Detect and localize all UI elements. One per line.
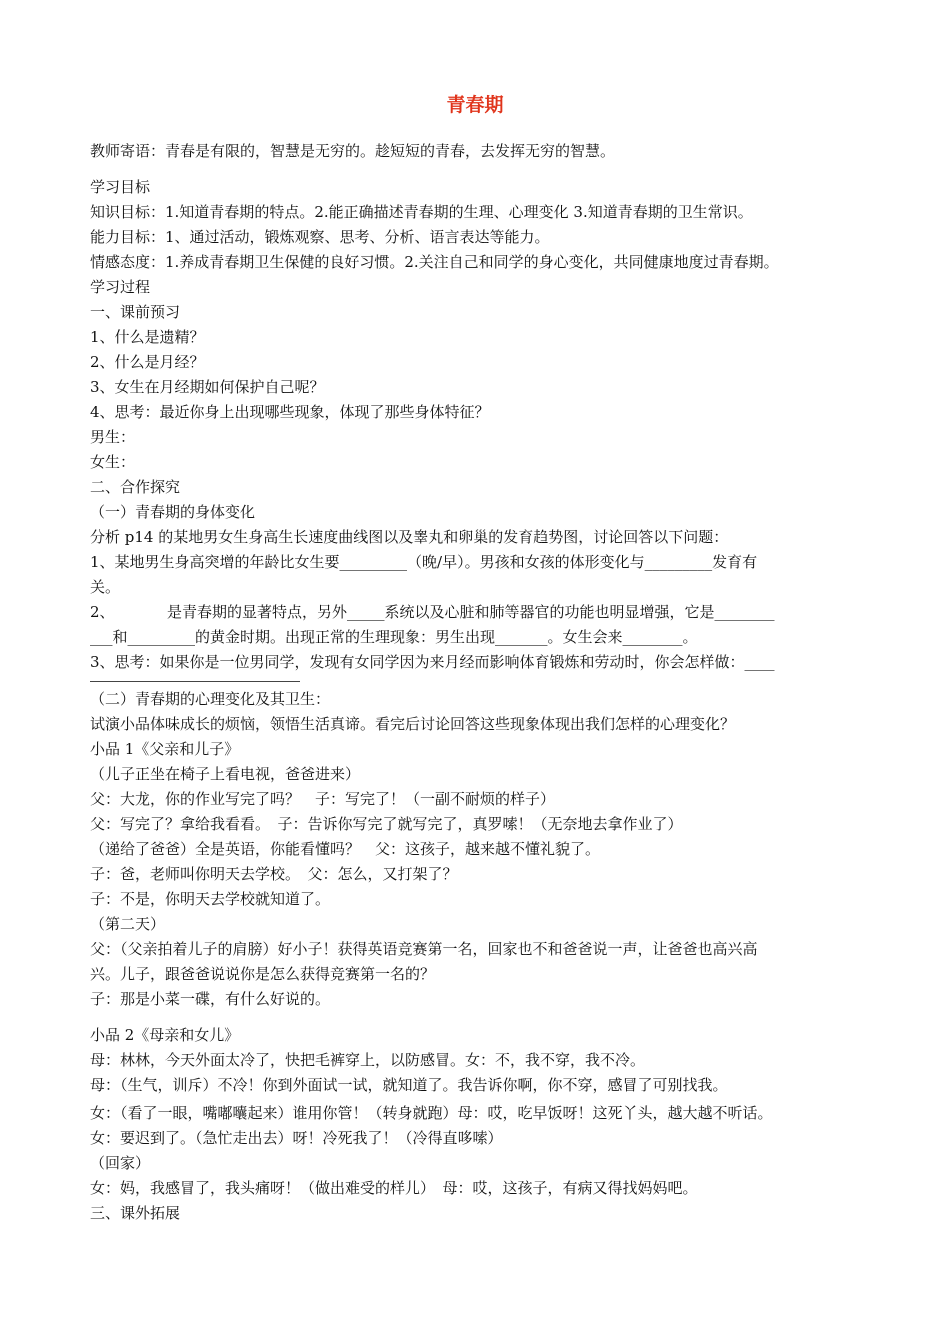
text-line: 学习目标 [90, 178, 151, 196]
text-line: （二）青春期的心理变化及其卫生： [90, 690, 331, 708]
answer-line [90, 681, 300, 682]
text-line: （回家） [90, 1154, 151, 1172]
text-line: （儿子正坐在椅子上看电视，爸爸进来） [90, 765, 361, 783]
text-line: （第二天） [90, 915, 166, 933]
text-line: 女：（看了一眼，嘴嘟囔起来）谁用你管！（转身就跑）母：哎，吃早饭呀！这死丫头，越大越不听话。 [90, 1104, 773, 1122]
text-line: 女：妈，我感冒了，我头痛呀！（做出难受的样儿） 母：哎，这孩子，有病又得找妈妈吧。 [90, 1179, 698, 1197]
text-line: 子：爸，老师叫你明天去学校。 父：怎么，又打架了？ [90, 865, 458, 883]
text-line: 子：不是，你明天去学校就知道了。 [90, 890, 331, 908]
text-line: 分析 p14 的某地男女生身高生长速度曲线图以及睾丸和卵巢的发育趋势图，讨论回答以下问题： [90, 528, 729, 546]
skit-2-section [90, 1023, 865, 1098]
text-line: 父：写完了？拿给我看看。 子：告诉你写完了就写完了，真罗嗦！（无奈地去拿作业了） [90, 815, 683, 833]
text-line: 教师寄语：青春是有限的，智慧是无穷的。趁短短的青春，去发挥无穷的智慧。 [90, 142, 616, 160]
skit-1-section [90, 687, 865, 1012]
skit-2-continued-section [90, 1101, 865, 1226]
text-line: 试演小品体味成长的烦恼，领悟生活真谛。看完后讨论回答这些现象体现出我们怎样的心理变化？ [90, 715, 736, 733]
text-line: 2、什么是月经？ [90, 353, 205, 371]
text-line: 女生： [90, 453, 136, 471]
text-line: 1、什么是遗精？ [90, 328, 205, 346]
text-line: 学习过程 [90, 278, 151, 296]
page-title: 青春期 [446, 94, 504, 116]
text-line: 女：要迟到了。（急忙走出去）呀！冷死我了！（冷得直哆嗦） [90, 1129, 503, 1147]
text-line: 3、女生在月经期如何保护自己呢？ [90, 378, 325, 396]
text-line: 1、某地男生身高突增的年龄比女生要_________（晚/早）。男孩和女孩的体形变化与_________发育有 [90, 553, 758, 571]
text-line: 关。 [90, 578, 121, 596]
text-line: ___和_________的黄金时期。出现正常的生理现象：男生出现_______。女生会来________。 [90, 628, 698, 646]
text-line: 小品 2《母亲和女儿》 [90, 1026, 240, 1044]
text-line: 知识目标：1.知道青春期的特点。2.能正确描述青春期的生理、心理变化 3.知道青春期的卫生常识。 [90, 203, 753, 221]
text-line: 父：大龙，你的作业写完了吗？ 子：写完了！（一副不耐烦的样子） [90, 790, 556, 808]
text-line: （一）青春期的身体变化 [90, 503, 256, 521]
text-line: 母：（生气，训斥）不冷！你到外面试一试，就知道了。我告诉你啊，你不穿，感冒了可别找我。 [90, 1076, 728, 1094]
text-line: 3、思考：如果你是一位男同学，发现有女同学因为来月经而影响体育锻炼和劳动时，你会怎样做：____ [90, 653, 775, 671]
text-line: （递给了爸爸）全是英语，你能看懂吗？ 父：这孩子，越来越不懂礼貌了。 [90, 840, 601, 858]
text-line: 父：（父亲拍着儿子的肩膀）好小子！获得英语竞赛第一名，回家也不和爸爸说一声，让爸爸也高兴高 [90, 940, 758, 958]
text-line: 母：林林，今天外面太冷了，快把毛裤穿上，以防感冒。女：不，我不穿，我不冷。 [90, 1051, 646, 1069]
teacher-message-section [90, 139, 865, 164]
document-body [90, 139, 865, 1226]
objectives-and-inquiry-section [90, 175, 865, 675]
text-line: 4、思考：最近你身上出现哪些现象，体现了那些身体特征？ [90, 403, 490, 421]
text-line: 三、课外拓展 [90, 1204, 181, 1222]
text-line: 情感态度：1.养成青春期卫生保健的良好习惯。2.关注自己和同学的身心变化，共同健康地度过青春期。 [90, 253, 779, 271]
text-line: 男生： [90, 428, 136, 446]
text-line: 兴。儿子，跟爸爸说说你是怎么获得竞赛第一名的？ [90, 965, 436, 983]
text-line: 小品 1《父亲和儿子》 [90, 740, 240, 758]
text-line: 一、课前预习 [90, 303, 181, 321]
text-line: 二、合作探究 [90, 478, 181, 496]
text-line: 能力目标：1、通过活动，锻炼观察、思考、分析、语言表达等能力。 [90, 228, 550, 246]
text-line: 子：那是小菜一碟，有什么好说的。 [90, 990, 331, 1008]
text-line: 2、 是青春期的显著特点，另外_____系统以及心脏和肺等器官的功能也明显增强，它是________ [90, 603, 775, 621]
